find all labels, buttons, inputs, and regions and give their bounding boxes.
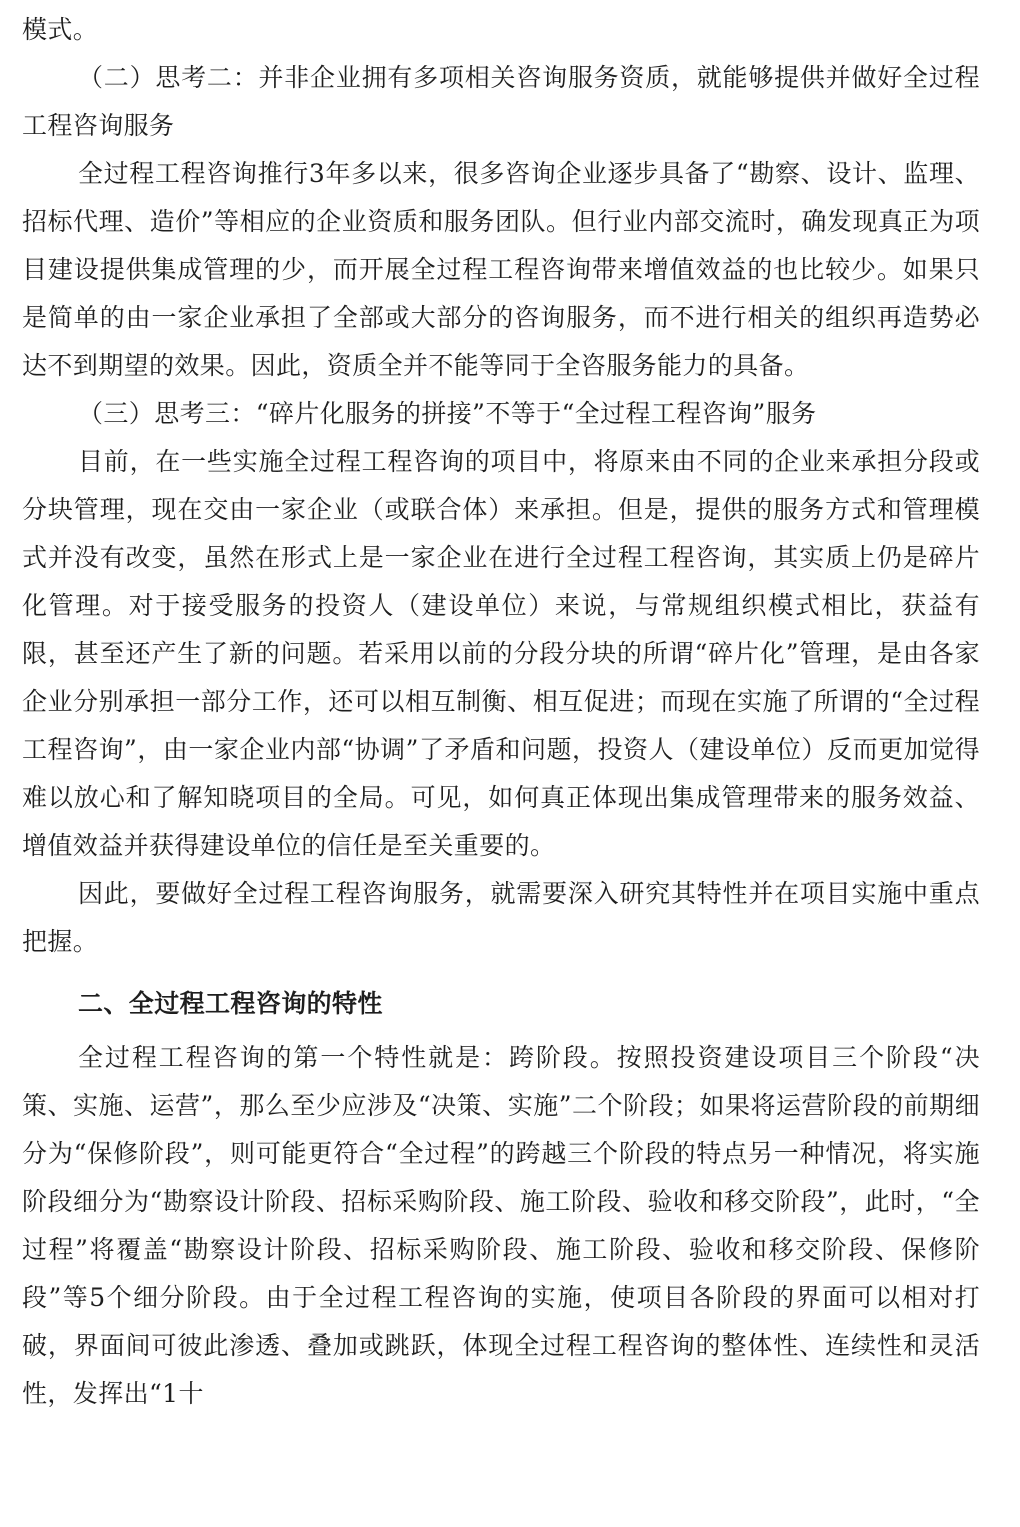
paragraph-qualification: 全过程工程咨询推行3年多以来，很多咨询企业逐步具备了“勘察、设计、监理、招标代理、造价”等相应的企业资质和服务团队。但行业内部交流时，确发现真正为项目建设提供集成管理的少，而开展全过程工程咨询带来增值效益的也比较少。如果只是简单的由一家企业承担了全部或大部分的咨询服务，而不进行相关的组织再造势必达不到期望的效果。因此，资质全并不能等同于全咨服务能力的具备。 [22, 159, 980, 380]
subheading-thought-three: （三）思考三：“碎片化服务的拼接”不等于“全过程工程咨询”服务 [78, 399, 817, 428]
paragraph-fragmented-service: 目前，在一些实施全过程工程咨询的项目中，将原来由不同的企业来承担分段或分块管理，现在交由一家企业（或联合体）来承担。但是，提供的服务方式和管理模式并没有改变，虽然在形式上是一家企业在进行全过程工程咨询，其实质上仍是碎片化管理。对于接受服务的投资人（建设单位）来说，与常规组织模式相比，获益有限，甚至还产生了新的问题。若采用以前的分段分块的所谓“碎片化”管理，是由各家企业分别承担一部分工作，还可以相互制衡、相互促进；而现在实施了所谓的“全过程工程咨询”，由一家企业内部“协调”了矛盾和问题，投资人（建设单位）反而更加觉得难以放心和了解知晓项目的全局。可见，如何真正体现出集成管理带来的服务效益、增值效益并获得建设单位的信任是至关重要的。 [22, 447, 980, 860]
subheading-thought-two: （二）思考二：并非企业拥有多项相关咨询服务资质，就能够提供并做好全过程工程咨询服务 [22, 63, 980, 140]
section-heading-characteristics: 二、全过程工程咨询的特性 [78, 989, 383, 1018]
paragraph-continuation: 模式。 [22, 15, 99, 44]
paragraph-cross-stage: 全过程工程咨询的第一个特性就是：跨阶段。按照投资建设项目三个阶段“决策、实施、运营”，那么至少应涉及“决策、实施”二个阶段；如果将运营阶段的前期细分为“保修阶段”，则可能更符合“全过程”的跨越三个阶段的特点另一种情况，将实施阶段细分为“勘察设计阶段、招标采购阶段、施工阶段、验收和移交阶段”，此时，“全过程”将覆盖“勘察设计阶段、招标采购阶段、施工阶段、验收和移交阶段、保修阶段”等5个细分阶段。由于全过程工程咨询的实施，使项目各阶段的界面可以相对打破，界面间可彼此渗透、叠加或跳跃，体现全过程工程咨询的整体性、连续性和灵活性，发挥出“1十 [22, 1043, 980, 1408]
paragraph-conclusion: 因此，要做好全过程工程咨询服务，就需要深入研究其特性并在项目实施中重点把握。 [22, 879, 980, 956]
